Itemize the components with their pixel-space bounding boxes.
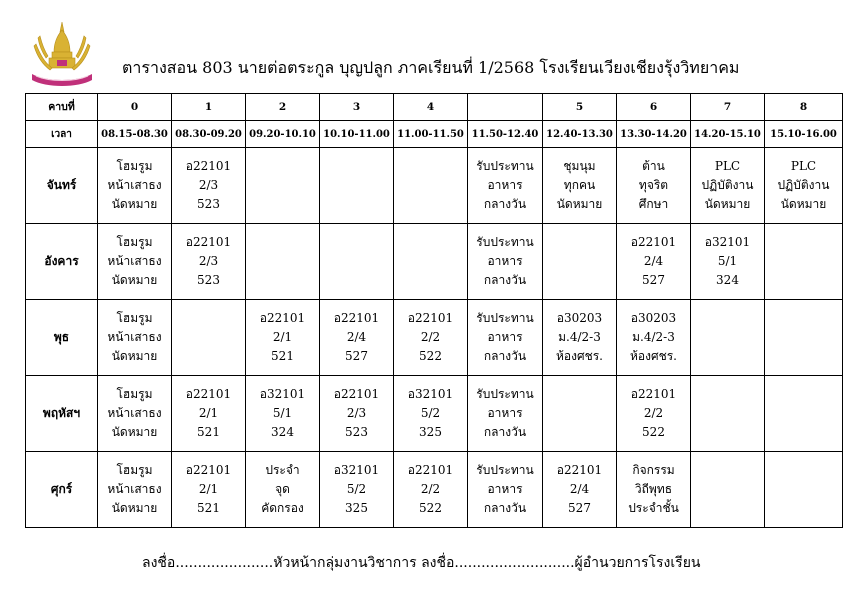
cell-line: อ32101 (407, 387, 454, 401)
cell-line: หน้าเสาธง (107, 406, 162, 420)
cell-line: 324 (271, 425, 294, 439)
schedule-cell (172, 300, 246, 376)
cell-line: ชุมนุม (563, 159, 596, 173)
cell-line: 522 (642, 425, 665, 439)
schedule-cell (246, 376, 320, 452)
cell-line: โฮมรูม (116, 235, 153, 249)
period-time: 11.50-12.40 (468, 121, 543, 148)
cell-line: 325 (345, 501, 368, 515)
cell-line: 2/4 (569, 482, 590, 496)
cell-line: รับประทาน (476, 387, 534, 401)
cell-line: อาหาร (487, 482, 523, 496)
cell-line: กิจกรรม (632, 463, 675, 477)
cell-line: กลางวัน (483, 273, 527, 287)
cell-line: 521 (271, 349, 294, 363)
day-row (26, 376, 843, 452)
cell-line: โฮมรูม (116, 159, 153, 173)
schedule-cell (246, 224, 320, 300)
cell-line: อ22101 (185, 159, 232, 173)
cell-line: 522 (419, 501, 442, 515)
schedule-cell (394, 300, 468, 376)
schedule-cell (617, 300, 691, 376)
cell-line: 2/2 (643, 406, 664, 420)
cell-line: ห้องศชร. (630, 349, 677, 363)
cell-line: 2/1 (198, 406, 219, 420)
cell-line: 523 (197, 197, 220, 211)
period-number: 1 (172, 94, 246, 121)
cell-line: ต้าน (642, 159, 665, 173)
schedule-cell (246, 148, 320, 224)
schedule-cell (468, 376, 543, 452)
schedule-cell (468, 300, 543, 376)
period-time: 12.40-13.30 (543, 121, 617, 148)
schedule-cell (765, 148, 843, 224)
cell-line: ปฏิบัติงาน (777, 178, 830, 192)
cell-line: 2/1 (272, 330, 293, 344)
schedule-cell (617, 224, 691, 300)
cell-line: อาหาร (487, 254, 523, 268)
time-header-row (26, 121, 843, 148)
cell-line: โฮมรูม (116, 463, 153, 477)
cell-line: อ22101 (185, 463, 232, 477)
day-name: อังคาร (26, 224, 98, 300)
schedule-cell (691, 224, 765, 300)
cell-line: 2/3 (198, 254, 219, 268)
day-row (26, 224, 843, 300)
period-time: 08.30-09.20 (172, 121, 246, 148)
period-time: 13.30-14.20 (617, 121, 691, 148)
cell-line: รับประทาน (476, 463, 534, 477)
cell-line: อ32101 (333, 463, 380, 477)
period-number: 5 (543, 94, 617, 121)
cell-line: 523 (197, 273, 220, 287)
cell-line: 325 (419, 425, 442, 439)
cell-line: หน้าเสาธง (107, 178, 162, 192)
schedule-cell (172, 224, 246, 300)
schedule-cell (394, 148, 468, 224)
cell-line: อาหาร (487, 330, 523, 344)
schedule-cell (468, 452, 543, 528)
period-number (468, 94, 543, 121)
period-header-row (26, 94, 843, 121)
cell-line: ม.4/2-3 (632, 330, 675, 344)
period-number: 4 (394, 94, 468, 121)
day-name: พุธ (26, 300, 98, 376)
cell-line: กลางวัน (483, 501, 527, 515)
cell-line: ประจำ (265, 463, 300, 477)
period-time: 10.10-11.00 (320, 121, 394, 148)
schedule-cell (543, 224, 617, 300)
cell-line: อ30203 (630, 311, 677, 325)
schedule-cell (320, 224, 394, 300)
cell-line: นัดหมาย (111, 273, 158, 287)
cell-line: ม.4/2-3 (558, 330, 601, 344)
day-row (26, 148, 843, 224)
schedule-cell (394, 376, 468, 452)
period-label: คาบที่ (26, 94, 98, 121)
cell-line: ประจำชั้น (628, 501, 679, 515)
cell-line: นัดหมาย (556, 197, 603, 211)
cell-line: 521 (197, 501, 220, 515)
schedule-cell (468, 148, 543, 224)
schedule-cell (691, 148, 765, 224)
schedule-cell (691, 376, 765, 452)
cell-line: คัดกรอง (261, 501, 304, 515)
cell-line: รับประทาน (476, 311, 534, 325)
schedule-cell (98, 300, 172, 376)
schedule-cell (543, 148, 617, 224)
schedule-cell (617, 148, 691, 224)
cell-line: กลางวัน (483, 349, 527, 363)
cell-line: 5/2 (420, 406, 441, 420)
cell-line: 5/1 (272, 406, 293, 420)
period-time: 11.00-11.50 (394, 121, 468, 148)
schedule-cell (394, 452, 468, 528)
cell-line: ทุกคน (563, 178, 596, 192)
cell-line: 2/2 (420, 482, 441, 496)
schedule-cell (394, 224, 468, 300)
day-name: จันทร์ (26, 148, 98, 224)
cell-line: กลางวัน (483, 197, 527, 211)
cell-line: รับประทาน (476, 235, 534, 249)
cell-line: 527 (568, 501, 591, 515)
cell-line: นัดหมาย (111, 425, 158, 439)
cell-line: กลางวัน (483, 425, 527, 439)
period-time: 15.10-16.00 (765, 121, 843, 148)
cell-line: 2/1 (198, 482, 219, 496)
schedule-cell (543, 376, 617, 452)
cell-line: นัดหมาย (111, 501, 158, 515)
schedule-cell (246, 300, 320, 376)
cell-line: นัดหมาย (704, 197, 751, 211)
cell-line: 527 (642, 273, 665, 287)
period-number: 7 (691, 94, 765, 121)
cell-line: 522 (419, 349, 442, 363)
schedule-cell (543, 300, 617, 376)
schedule-cell (468, 224, 543, 300)
cell-line: อาหาร (487, 406, 523, 420)
cell-line: 2/3 (346, 406, 367, 420)
cell-line: ทุจริต (638, 178, 669, 192)
cell-line: อ22101 (556, 463, 603, 477)
schedule-cell (98, 452, 172, 528)
schedule-cell (691, 300, 765, 376)
cell-line: อ32101 (259, 387, 306, 401)
cell-line: รับประทาน (476, 159, 534, 173)
schedule-cell (691, 452, 765, 528)
period-number: 2 (246, 94, 320, 121)
schedule-cell (246, 452, 320, 528)
timetable (25, 93, 843, 528)
day-name: ศุกร์ (26, 452, 98, 528)
school-emblem-icon (26, 18, 98, 90)
cell-line: อ22101 (259, 311, 306, 325)
signature-line: ลงชื่อ......................หัวหน้ากลุ่มงานวิชาการ ลงชื่อ...........................ผู้อำนวยการโรงเรียน (142, 555, 701, 571)
cell-line: หน้าเสาธง (107, 330, 162, 344)
schedule-cell (320, 452, 394, 528)
cell-line: 5/1 (717, 254, 738, 268)
schedule-cell (320, 148, 394, 224)
schedule-cell (765, 300, 843, 376)
schedule-cell (320, 376, 394, 452)
cell-line: 2/4 (346, 330, 367, 344)
cell-line: หน้าเสาธง (107, 482, 162, 496)
cell-line: 2/2 (420, 330, 441, 344)
cell-line: หน้าเสาธง (107, 254, 162, 268)
cell-line: อ32101 (704, 235, 751, 249)
cell-line: ศึกษา (638, 197, 669, 211)
period-number: 0 (98, 94, 172, 121)
schedule-cell (172, 148, 246, 224)
period-time: 09.20-10.10 (246, 121, 320, 148)
cell-line: 521 (197, 425, 220, 439)
cell-line: 2/4 (643, 254, 664, 268)
cell-line: อ22101 (333, 387, 380, 401)
cell-line: นัดหมาย (780, 197, 827, 211)
cell-line: นัดหมาย (111, 197, 158, 211)
period-number: 6 (617, 94, 691, 121)
period-time: 14.20-15.10 (691, 121, 765, 148)
period-number: 8 (765, 94, 843, 121)
cell-line: 5/2 (346, 482, 367, 496)
schedule-cell (172, 376, 246, 452)
cell-line: โฮมรูม (116, 311, 153, 325)
schedule-cell (98, 376, 172, 452)
day-row (26, 452, 843, 528)
day-row (26, 300, 843, 376)
cell-line: 523 (345, 425, 368, 439)
page-title: ตารางสอน 803 นายต่อตระกูล บุญปลูก ภาคเรียนที่ 1/2568 โรงเรียนเวียงเชียงรุ้งวิทยาคม (122, 58, 740, 77)
schedule-cell (98, 224, 172, 300)
cell-line: อ22101 (630, 387, 677, 401)
cell-line: อาหาร (487, 178, 523, 192)
cell-line: โฮมรูม (116, 387, 153, 401)
schedule-cell (765, 376, 843, 452)
cell-line: ห้องศชร. (556, 349, 603, 363)
day-name: พฤหัสฯ (26, 376, 98, 452)
period-number: 3 (320, 94, 394, 121)
schedule-cell (617, 376, 691, 452)
cell-line: ปฏิบัติงาน (701, 178, 754, 192)
cell-line: PLC (790, 159, 817, 173)
period-time: 08.15-08.30 (98, 121, 172, 148)
cell-line: อ22101 (333, 311, 380, 325)
cell-line: วิถีพุทธ (634, 482, 673, 496)
schedule-cell (617, 452, 691, 528)
time-label: เวลา (26, 121, 98, 148)
cell-line: อ22101 (407, 311, 454, 325)
schedule-cell (765, 452, 843, 528)
cell-line: PLC (714, 159, 741, 173)
cell-line: อ22101 (185, 235, 232, 249)
cell-line: อ22101 (630, 235, 677, 249)
cell-line: 527 (345, 349, 368, 363)
cell-line: นัดหมาย (111, 349, 158, 363)
schedule-cell (320, 300, 394, 376)
schedule-cell (765, 224, 843, 300)
cell-line: จุด (275, 482, 290, 496)
schedule-cell (172, 452, 246, 528)
schedule-cell (543, 452, 617, 528)
cell-line: อ22101 (407, 463, 454, 477)
cell-line: 2/3 (198, 178, 219, 192)
cell-line: 324 (716, 273, 739, 287)
cell-line: อ30203 (556, 311, 603, 325)
cell-line: อ22101 (185, 387, 232, 401)
schedule-cell (98, 148, 172, 224)
